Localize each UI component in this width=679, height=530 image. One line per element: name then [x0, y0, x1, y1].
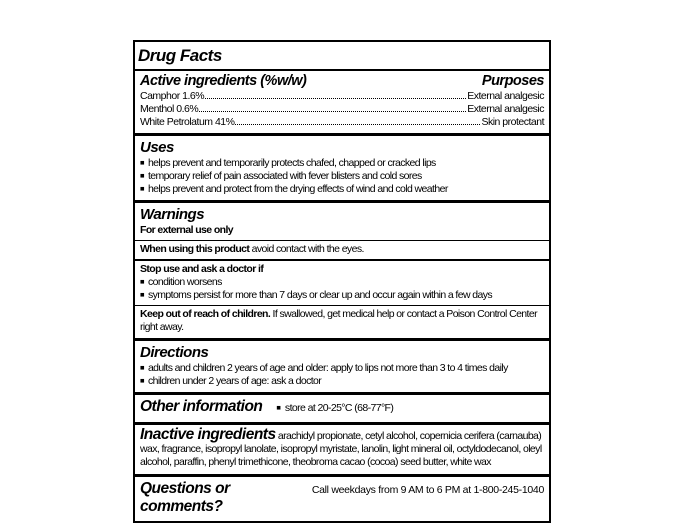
active-ingredient-row — [140, 116, 544, 129]
ingredient-name: White Petrolatum 41% — [140, 116, 235, 128]
divider — [135, 259, 549, 261]
stop-use-bullet-text: condition worsens — [147, 276, 222, 288]
uses-bullet-text: helps prevent and protect from the drying effects of wind and cold weather — [147, 183, 448, 195]
other-information-row — [140, 397, 544, 418]
drug-facts-title: Drug Facts — [135, 44, 549, 71]
directions-bullet-text: children under 2 years of age: ask a doctor — [147, 375, 322, 387]
keep-out-rest: If swallowed, get medical help or contact a Poison Control Center right away. — [140, 308, 537, 333]
square-bullet-icon: ■ — [140, 290, 144, 299]
when-using-text — [140, 243, 544, 256]
stop-use-bullet-text: symptoms persist for more than 7 days or clear up and occur again within a few days — [147, 289, 493, 301]
warnings-heading: Warnings — [140, 206, 205, 223]
when-using-bold: When using this product — [140, 243, 250, 255]
questions-text: Call weekdays from 9 AM to 6 PM at 1-800-245-1040 — [311, 484, 544, 496]
for-external-use-text: For external use only — [140, 224, 234, 236]
uses-bullet-text: helps prevent and temporarily protects chafed, chapped or cracked lips — [147, 157, 436, 169]
ingredient-purpose: Skin protectant — [481, 116, 544, 128]
square-bullet-icon: ■ — [140, 184, 144, 193]
keep-out-text — [140, 308, 544, 334]
square-bullet-icon: ■ — [140, 363, 144, 372]
section-uses — [135, 133, 549, 200]
section-questions — [135, 474, 549, 521]
ingredient-name: Camphor 1.6% — [140, 90, 205, 102]
keep-out-bold: Keep out of reach of children. — [140, 308, 271, 320]
other-information-heading: Other information — [140, 398, 263, 415]
square-bullet-icon: ■ — [140, 376, 144, 385]
purposes-heading: Purposes — [481, 73, 544, 89]
uses-bullet — [140, 183, 544, 196]
section-inactive-ingredients — [135, 422, 549, 474]
questions-row — [140, 479, 544, 517]
ingredient-purpose: External analgesic — [467, 90, 544, 102]
uses-bullet-text: temporary relief of pain associated with fever blisters and cold sores — [147, 170, 422, 182]
dot-leader — [205, 98, 466, 99]
dot-leader — [199, 111, 466, 112]
stop-use-bullet — [140, 289, 544, 302]
inactive-ingredients-paragraph — [140, 427, 544, 470]
dot-leader — [235, 124, 480, 125]
directions-bullet — [140, 375, 544, 388]
divider — [135, 305, 549, 306]
active-ingredients-header — [140, 71, 544, 90]
directions-heading: Directions — [140, 344, 209, 361]
storage-text: store at 20-25°C (68-77°F) — [284, 402, 394, 414]
active-ingredients-heading: Active ingredients (%w/w) — [140, 73, 307, 89]
directions-bullet — [140, 362, 544, 375]
drug-facts-label — [133, 40, 551, 523]
square-bullet-icon: ■ — [140, 277, 144, 286]
section-directions — [135, 338, 549, 392]
ingredient-name: Menthol 0.6% — [140, 103, 199, 115]
inactive-ingredients-text: arachidyl propionate, cetyl alcohol, copernicia cerifera (carnauba) wax, fragrance, isopropyl lanolate, isopropyl myristate, lanolin, light mineral oil, octyldodecanol, oleyl alcohol, paraffin, phenyl trimethicone, theobroma cacao (cocoa) seed butter, white wax — [140, 430, 542, 468]
active-ingredient-row — [140, 103, 544, 116]
questions-heading: Questions or comments? — [140, 480, 230, 515]
section-warnings — [135, 200, 549, 338]
uses-bullet — [140, 170, 544, 183]
square-bullet-icon: ■ — [140, 158, 144, 167]
divider — [135, 240, 549, 241]
active-ingredient-row — [140, 90, 544, 103]
stop-use-bullet — [140, 276, 544, 289]
when-using-rest: avoid contact with the eyes. — [249, 243, 364, 255]
uses-bullet — [140, 157, 544, 170]
inactive-ingredients-heading: Inactive ingredients — [140, 426, 276, 443]
square-bullet-icon: ■ — [276, 403, 281, 412]
square-bullet-icon: ■ — [140, 171, 144, 180]
section-other-information — [135, 392, 549, 422]
stop-use-heading: Stop use and ask a doctor if — [140, 263, 264, 275]
directions-bullet-text: adults and children 2 years of age and older: apply to lips not more than 3 to 4 times daily — [147, 362, 508, 374]
ingredient-purpose: External analgesic — [467, 103, 544, 115]
section-active-ingredients — [135, 42, 549, 133]
uses-heading: Uses — [140, 139, 174, 156]
